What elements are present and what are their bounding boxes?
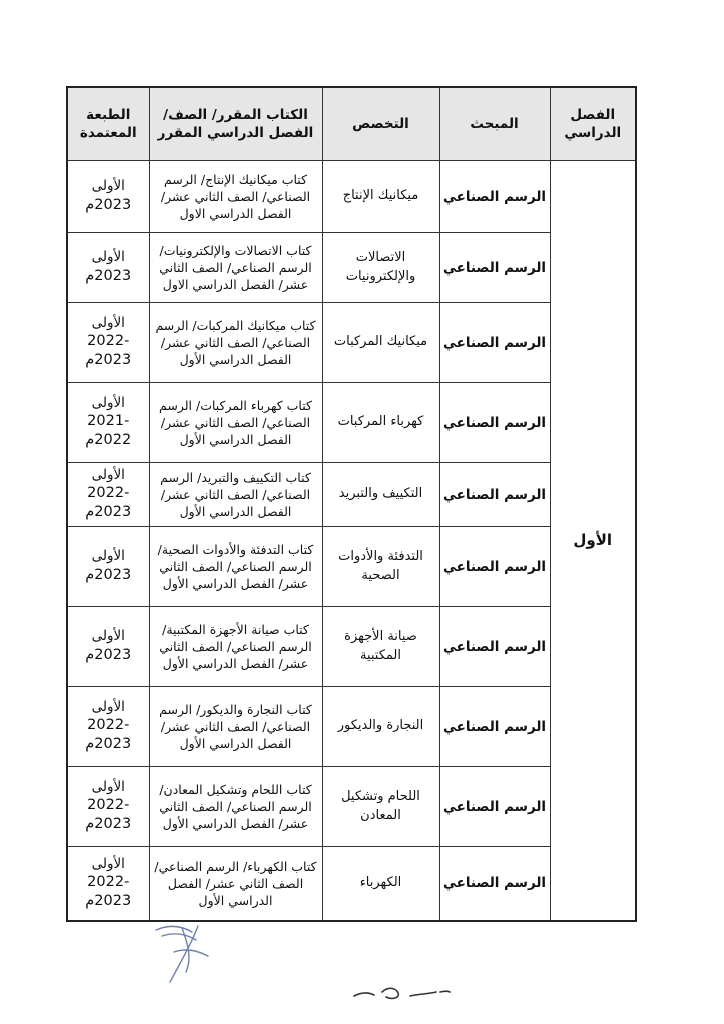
edition-cell	[67, 161, 149, 233]
edition-year: 2023م	[85, 196, 132, 213]
initials-mark	[352, 980, 452, 1004]
edition-cell	[67, 463, 149, 527]
book-cell: كتاب صيانة الأجهزة المكتبية/ الرسم الصناعي/ الصف الثاني عشر/ الفصل الدراسي الأول	[149, 607, 322, 687]
subject-cell: الرسم الصناعي	[439, 847, 550, 921]
edition-year: 2023م	[85, 646, 132, 663]
subject-cell: الرسم الصناعي	[439, 767, 550, 847]
book-cell: كتاب ميكانيك المركبات/ الرسم الصناعي/ الصف الثاني عشر/ الفصل الدراسي الأول	[149, 303, 322, 383]
subject-cell: الرسم الصناعي	[439, 527, 550, 607]
specialization-cell: الكهرباء	[322, 847, 439, 921]
edition-name: الأولى	[91, 698, 125, 715]
book-cell: كتاب الكهرباء/ الرسم الصناعي/ الصف الثاني عشر/ الفصل الدراسي الأول	[149, 847, 322, 921]
header-edition: الطبعة المعتمدة	[67, 87, 149, 161]
edition-name: الأولى	[91, 394, 125, 411]
edition-year: 2022-2023م	[85, 717, 132, 753]
edition-name: الأولى	[91, 178, 125, 195]
specialization-cell: اللحام وتشكيل المعادن	[322, 767, 439, 847]
subject-cell: الرسم الصناعي	[439, 463, 550, 527]
signature-mark	[152, 922, 222, 988]
edition-cell	[67, 687, 149, 767]
edition-year: 2022-2023م	[85, 874, 132, 910]
specialization-cell: كهرباء المركبات	[322, 383, 439, 463]
edition-year: 2023م	[85, 267, 132, 284]
edition-year: 2021-2022م	[85, 413, 132, 449]
edition-year: 2022-2023م	[85, 485, 132, 521]
edition-year: 2022-2023م	[85, 333, 132, 369]
edition-cell	[67, 233, 149, 303]
subject-cell: الرسم الصناعي	[439, 303, 550, 383]
book-cell: كتاب التدفئة والأدوات الصحية/ الرسم الصناعي/ الصف الثاني عشر/ الفصل الدراسي الأول	[149, 527, 322, 607]
edition-name: الأولى	[91, 855, 125, 872]
specialization-cell: ميكانيك المركبات	[322, 303, 439, 383]
edition-cell	[67, 527, 149, 607]
subject-cell: الرسم الصناعي	[439, 233, 550, 303]
header-book: الكتاب المقرر/ الصف/ الفصل الدراسي المقرر	[149, 87, 322, 161]
document-sheet	[68, 86, 637, 922]
edition-cell	[67, 303, 149, 383]
specialization-cell: التكييف والتبريد	[322, 463, 439, 527]
specialization-cell: النجارة والديكور	[322, 687, 439, 767]
book-cell: كتاب الاتصالات والإلكترونيات/ الرسم الصناعي/ الصف الثاني عشر/ الفصل الدراسي الاول	[149, 233, 322, 303]
edition-name: الأولى	[91, 249, 125, 266]
specialization-cell: ميكانيك الإنتاج	[322, 161, 439, 233]
term-cell: الأول	[550, 161, 636, 921]
subject-cell: الرسم الصناعي	[439, 383, 550, 463]
specialization-cell: صيانة الأجهزة المكتبية	[322, 607, 439, 687]
edition-name: الأولى	[91, 314, 125, 331]
table-row	[67, 161, 636, 233]
table-header-row	[67, 87, 636, 161]
edition-cell	[67, 607, 149, 687]
book-cell: كتاب التكييف والتبريد/ الرسم الصناعي/ الصف الثاني عشر/ الفصل الدراسي الأول	[149, 463, 322, 527]
subject-cell: الرسم الصناعي	[439, 607, 550, 687]
specialization-cell: التدفئة والأدوات الصحية	[322, 527, 439, 607]
subject-cell: الرسم الصناعي	[439, 161, 550, 233]
edition-name: الأولى	[91, 466, 125, 483]
book-cell: كتاب ميكانيك الإنتاج/ الرسم الصناعي/ الصف الثاني عشر/ الفصل الدراسي الاول	[149, 161, 322, 233]
edition-year: 2022-2023م	[85, 797, 132, 833]
curriculum-table	[66, 86, 637, 922]
edition-year: 2023م	[85, 566, 132, 583]
header-subject: المبحث	[439, 87, 550, 161]
table-body	[67, 161, 636, 921]
header-specialization: التخصص	[322, 87, 439, 161]
edition-cell	[67, 847, 149, 921]
edition-cell	[67, 767, 149, 847]
book-cell: كتاب النجارة والديكور/ الرسم الصناعي/ الصف الثاني عشر/ الفصل الدراسي الأول	[149, 687, 322, 767]
edition-name: الأولى	[91, 778, 125, 795]
edition-cell	[67, 383, 149, 463]
book-cell: كتاب اللحام وتشكيل المعادن/ الرسم الصناعي/ الصف الثاني عشر/ الفصل الدراسي الأول	[149, 767, 322, 847]
edition-name: الأولى	[91, 628, 125, 645]
book-cell: كتاب كهرباء المركبات/ الرسم الصناعي/ الصف الثاني عشر/ الفصل الدراسي الأول	[149, 383, 322, 463]
header-term: الفصل الدراسي	[550, 87, 636, 161]
edition-name: الأولى	[91, 548, 125, 565]
specialization-cell: الاتصالات والإلكترونيات	[322, 233, 439, 303]
subject-cell: الرسم الصناعي	[439, 687, 550, 767]
